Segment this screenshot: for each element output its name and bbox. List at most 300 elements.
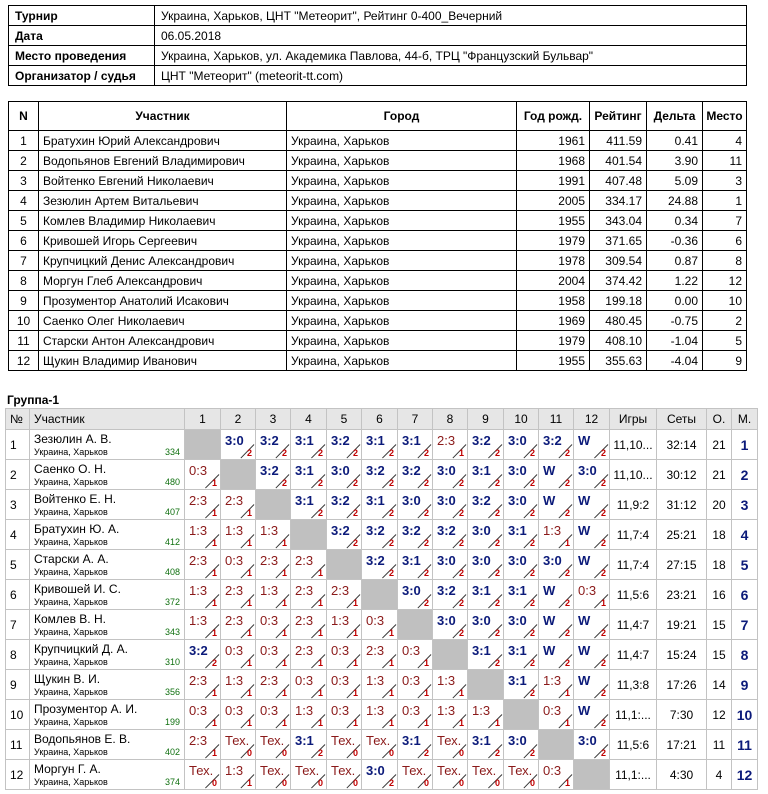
match-result-cell [468,610,504,640]
participant-cell: 199.18 [590,291,647,311]
match-points: 2 [494,568,500,578]
sets-cell: 17:26 [657,670,707,700]
grid-row [6,610,758,640]
participant-cell [30,580,185,610]
match-score: 1:3 [225,523,244,538]
points-cell: 20 [707,490,732,520]
match-result-cell [327,490,362,520]
participant-cell: 355.63 [590,351,647,371]
match-score: 0:3 [225,553,244,568]
participant-cell: 407.48 [590,171,647,191]
participant-cell: 5.09 [647,171,703,191]
match-points: 1 [211,538,217,548]
match-score: 0:3 [543,763,562,778]
participant-cell [30,760,185,790]
place-cell: 8 [732,640,758,670]
match-result-cell [291,640,327,670]
match-score: 3:1 [508,583,527,598]
points-cell: 11 [707,730,732,760]
grid-header-opponent: 1 [185,409,221,430]
place-cell: 10 [732,700,758,730]
participant-rating: 199 [164,717,180,727]
participant-cell: 6 [9,231,39,251]
self-match-cell [433,640,468,670]
match-score: 3:0 [472,613,491,628]
match-result-cell [256,760,291,790]
participant-cell: -4.04 [647,351,703,371]
match-score: 3:0 [437,553,456,568]
match-score: 1:3 [189,583,208,598]
points-cell: 12 [707,700,732,730]
participant-cell: 1979 [517,231,590,251]
participant-cell: -1.04 [647,331,703,351]
match-result-cell [504,580,539,610]
match-score: 3:0 [508,733,527,748]
participant-rating: 343 [164,627,180,637]
match-score: 3:2 [366,463,385,478]
grid-header-points: О. [707,409,732,430]
participant-cell: 401.54 [590,151,647,171]
match-result-cell [468,700,504,730]
participant-cell: 1955 [517,211,590,231]
match-score: 3:0 [472,553,491,568]
sets-cell: 31:12 [657,490,707,520]
self-match-cell [468,670,504,700]
self-match-cell [291,520,327,550]
row-number: 5 [6,550,30,580]
match-points: 2 [564,508,570,518]
info-label: Дата [9,26,155,46]
match-points: 0 [246,748,252,758]
participants-header: Дельта [647,102,703,131]
match-score: 2:3 [189,493,208,508]
match-score: 3:1 [508,673,527,688]
match-points: 2 [494,598,500,608]
match-points: 2 [600,538,606,548]
match-result-cell [221,490,256,520]
match-result-cell [256,700,291,730]
participant-cell: 12 [9,351,39,371]
match-result-cell [291,490,327,520]
match-points: 2 [458,568,464,578]
games-cell: 11,5:6 [610,580,657,610]
match-score: Тех. [331,763,356,778]
self-match-cell [327,550,362,580]
match-result-cell [291,430,327,460]
grid-header-opponent: 3 [256,409,291,430]
match-result-cell [574,700,610,730]
match-score: W [578,433,591,448]
match-score: 3:2 [189,643,208,658]
info-label: Организатор / судья [9,66,155,86]
participant-cell: 2005 [517,191,590,211]
match-score: W [578,493,591,508]
self-match-cell [539,730,574,760]
match-points: 2 [388,778,394,788]
match-score: 3:1 [508,643,527,658]
participant-name: Кривошей И. С. [34,582,121,596]
place-cell: 7 [732,610,758,640]
match-score: 2:3 [225,493,244,508]
match-result-cell [185,640,221,670]
participant-name: Саенко О. Н. [34,462,107,476]
participant-name: Моргун Г. А. [34,762,101,776]
participant-cell: 1991 [517,171,590,191]
match-score: 3:0 [508,493,527,508]
match-points: 2 [600,568,606,578]
place-cell: 3 [732,490,758,520]
match-points: 2 [281,448,287,458]
participant-cell: 8 [9,271,39,291]
match-result-cell [185,520,221,550]
match-points: 0 [352,748,358,758]
match-result-cell [221,730,256,760]
match-points: 1 [281,658,287,668]
participant-cell: Украина, Харьков [287,171,517,191]
match-score: 3:0 [508,613,527,628]
participant-city: Украина, Харьков [34,777,108,787]
match-points: 2 [317,448,323,458]
participant-cell: 10 [703,291,747,311]
match-points: 2 [281,478,287,488]
grid-row [6,550,758,580]
row-number: 1 [6,430,30,460]
match-points: 2 [388,508,394,518]
match-score: 1:3 [189,613,208,628]
participant-name: Войтенко Е. Н. [34,492,117,506]
sets-cell: 17:21 [657,730,707,760]
match-result-cell [574,730,610,760]
match-result-cell [291,730,327,760]
participant-row [9,151,747,171]
match-points: 2 [529,538,535,548]
match-score: W [578,523,591,538]
info-row [9,26,747,46]
match-score: 0:3 [260,703,279,718]
match-points: 2 [423,538,429,548]
match-score: Тех. [260,733,285,748]
match-result-cell [504,550,539,580]
info-row [9,46,747,66]
points-cell: 21 [707,460,732,490]
grid-row [6,760,758,790]
participant-name: Крупчицкий Д. А. [34,642,128,656]
grid-row [6,460,758,490]
participants-header: N [9,102,39,131]
participant-cell: 343.04 [590,211,647,231]
participant-cell: Саенко Олег Николаевич [39,311,287,331]
sets-cell: 27:15 [657,550,707,580]
participant-cell [30,460,185,490]
participant-cell: Украина, Харьков [287,231,517,251]
match-result-cell [185,490,221,520]
row-number: 7 [6,610,30,640]
match-result-cell [185,700,221,730]
participant-cell: 3 [703,171,747,191]
match-score: 3:0 [472,523,491,538]
sets-cell: 30:12 [657,460,707,490]
match-result-cell [256,640,291,670]
row-number: 4 [6,520,30,550]
participant-cell: Украина, Харьков [287,151,517,171]
games-cell: 11,4:7 [610,610,657,640]
match-score: 0:3 [260,613,279,628]
participant-name: Прозументор А. И. [34,702,138,716]
match-result-cell [504,520,539,550]
match-score: 0:3 [402,643,421,658]
self-match-cell [362,580,398,610]
participant-cell: 5 [9,211,39,231]
games-cell: 11,1:... [610,700,657,730]
participant-row [9,311,747,331]
match-points: 2 [494,508,500,518]
participant-rating: 356 [164,687,180,697]
match-result-cell [539,700,574,730]
match-score: 3:2 [402,523,421,538]
match-result-cell [256,430,291,460]
match-points: 1 [564,718,570,728]
match-result-cell [256,580,291,610]
match-points: 1 [352,718,358,728]
info-label: Турнир [9,6,155,26]
match-result-cell [433,730,468,760]
match-result-cell [468,580,504,610]
match-score: 2:3 [295,643,314,658]
match-points: 2 [494,448,500,458]
match-result-cell [433,520,468,550]
participant-cell: 374.42 [590,271,647,291]
match-points: 2 [529,478,535,488]
match-points: 2 [317,478,323,488]
participant-name: Братухин Ю. А. [34,522,120,536]
match-result-cell [362,520,398,550]
match-result-cell [256,610,291,640]
match-points: 2 [388,478,394,488]
participant-cell: 1955 [517,351,590,371]
match-points: 1 [211,478,217,488]
participant-rating: 480 [164,477,180,487]
sets-cell: 32:14 [657,430,707,460]
match-points: 2 [600,478,606,488]
match-result-cell [398,580,433,610]
participant-city: Украина, Харьков [34,717,108,727]
match-points: 1 [246,688,252,698]
participant-cell: Украина, Харьков [287,331,517,351]
participant-city: Украина, Харьков [34,507,108,517]
participant-rating: 408 [164,567,180,577]
match-points: 1 [600,598,606,608]
match-result-cell [362,730,398,760]
match-score: 0:3 [295,673,314,688]
info-value: Украина, Харьков, ул. Академика Павлова, 44-б, ТРЦ "Французский Бульвар" [155,46,747,66]
match-points: 1 [246,628,252,638]
points-cell: 16 [707,580,732,610]
match-result-cell [504,460,539,490]
participant-rating: 407 [164,507,180,517]
self-match-cell [256,490,291,520]
match-score: 3:2 [437,583,456,598]
match-score: 1:3 [437,703,456,718]
match-score: 3:1 [295,733,314,748]
match-points: 2 [600,658,606,668]
match-score: Тех. [295,763,320,778]
participant-cell: 12 [703,271,747,291]
match-score: 3:0 [437,613,456,628]
participant-row [9,231,747,251]
sets-cell: 23:21 [657,580,707,610]
match-score: 3:0 [402,583,421,598]
participant-city: Украина, Харьков [34,657,108,667]
participant-cell: 334.17 [590,191,647,211]
match-points: 1 [388,688,394,698]
participant-row [9,131,747,151]
match-score: 3:1 [508,523,527,538]
match-score: 3:0 [578,463,597,478]
participant-row [9,291,747,311]
match-score: 3:2 [543,433,562,448]
match-points: 1 [564,538,570,548]
match-result-cell [574,670,610,700]
match-score: W [543,613,556,628]
participant-cell: Украина, Харьков [287,311,517,331]
match-result-cell [539,610,574,640]
grid-header-opponent: 7 [398,409,433,430]
match-points: 0 [352,778,358,788]
place-cell: 5 [732,550,758,580]
sets-cell: 19:21 [657,610,707,640]
points-cell: 18 [707,520,732,550]
match-score: 1:3 [295,703,314,718]
match-result-cell [291,700,327,730]
match-score: Тех. [366,733,391,748]
match-points: 2 [529,508,535,518]
match-score: Тех. [189,763,214,778]
match-points: 1 [211,598,217,608]
match-points: 2 [423,568,429,578]
participant-cell: 1 [703,191,747,211]
match-result-cell [291,760,327,790]
match-result-cell [327,700,362,730]
participant-cell: Украина, Харьков [287,191,517,211]
participant-cell: 10 [9,311,39,331]
match-result-cell [468,730,504,760]
match-score: 0:3 [331,703,350,718]
place-cell: 6 [732,580,758,610]
match-score: 0:3 [189,703,208,718]
match-score: W [578,643,591,658]
match-points: 1 [388,718,394,728]
match-score: W [543,493,556,508]
match-result-cell [221,580,256,610]
self-match-cell [504,700,539,730]
match-points: 1 [211,748,217,758]
match-points: 2 [317,748,323,758]
match-points: 1 [246,568,252,578]
row-number: 11 [6,730,30,760]
match-points: 1 [458,448,464,458]
participant-city: Украина, Харьков [34,747,108,757]
participant-cell: Войтенко Евгений Николаевич [39,171,287,191]
match-score: Тех. [508,763,533,778]
match-result-cell [574,610,610,640]
match-points: 1 [564,688,570,698]
match-result-cell [256,670,291,700]
participant-city: Украина, Харьков [34,567,108,577]
grid-row [6,580,758,610]
info-label: Место проведения [9,46,155,66]
match-result-cell [504,730,539,760]
match-points: 2 [529,748,535,758]
match-points: 2 [458,598,464,608]
participant-cell: Украина, Харьков [287,211,517,231]
match-score: 3:1 [295,493,314,508]
participants-header: Участник [39,102,287,131]
place-cell: 11 [732,730,758,760]
match-points: 1 [458,688,464,698]
match-score: 2:3 [189,673,208,688]
match-result-cell [327,760,362,790]
match-points: 2 [564,568,570,578]
grid-header-sets: Сеты [657,409,707,430]
match-points: 2 [211,658,217,668]
participant-cell: 2 [9,151,39,171]
match-score: 3:2 [331,433,350,448]
match-result-cell [539,550,574,580]
games-cell: 11,9:2 [610,490,657,520]
grid-row [6,640,758,670]
match-points: 1 [317,718,323,728]
match-result-cell [468,760,504,790]
match-score: 3:1 [402,553,421,568]
match-result-cell [398,700,433,730]
match-result-cell [291,610,327,640]
match-points: 2 [352,448,358,458]
participant-name: Щукин В. И. [34,672,101,686]
participant-cell: 309.54 [590,251,647,271]
match-score: Тех. [331,733,356,748]
match-result-cell [574,640,610,670]
match-points: 1 [388,628,394,638]
match-points: 1 [281,538,287,548]
match-score: 3:2 [472,493,491,508]
match-points: 2 [458,538,464,548]
match-result-cell [256,460,291,490]
match-points: 0 [317,778,323,788]
participant-cell: 7 [703,211,747,231]
participant-cell: -0.36 [647,231,703,251]
match-score: 3:0 [331,463,350,478]
games-cell: 11,1:... [610,760,657,790]
match-score: 3:0 [543,553,562,568]
points-cell: 4 [707,760,732,790]
participant-row [9,251,747,271]
match-score: 3:1 [472,733,491,748]
grid-row [6,700,758,730]
match-score: 0:3 [578,583,597,598]
points-cell: 14 [707,670,732,700]
match-result-cell [539,520,574,550]
match-score: Тех. [437,733,462,748]
match-score: 3:1 [366,493,385,508]
match-result-cell [327,580,362,610]
match-points: 1 [246,778,252,788]
grid-row [6,490,758,520]
participant-cell [30,610,185,640]
participant-cell: 1979 [517,331,590,351]
match-points: 1 [317,568,323,578]
match-result-cell [468,490,504,520]
row-number: 2 [6,460,30,490]
